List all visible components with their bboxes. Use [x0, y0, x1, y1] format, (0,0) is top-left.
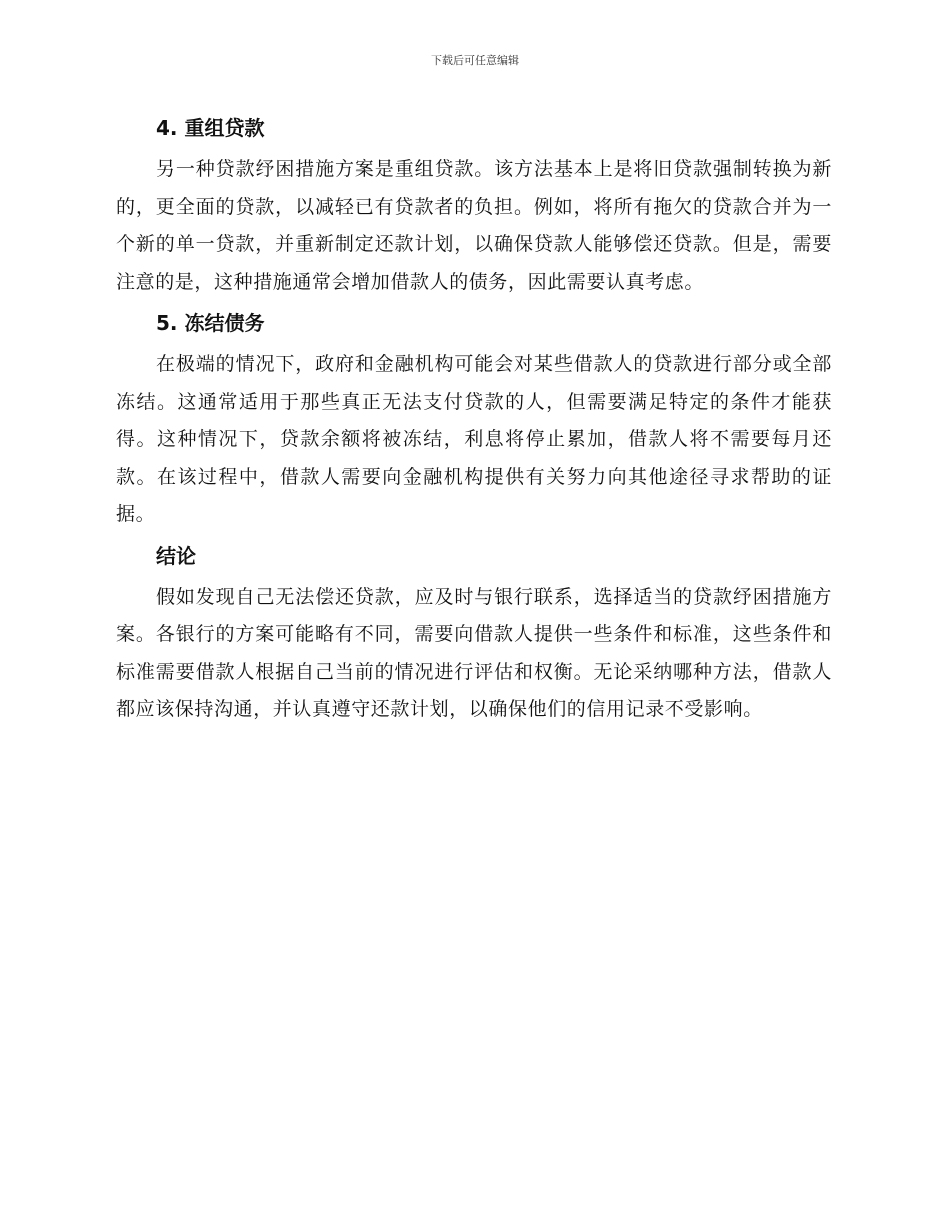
section-paragraph-freeze-debt: 在极端的情况下，政府和金融机构可能会对某些借款人的贷款进行部分或全部冻结。这通常适用于那些真正无法支付贷款的人，但需要满足特定的条件才能获得。这种情况下，贷款余额将被冻结，利息将停止累加，借款人将不需要每月还款。在该过程中，借款人需要向金融机构提供有关努力向其他途径寻求帮助的证据。 [116, 353, 832, 525]
section-paragraph-restructure-loan: 另一种贷款纾困措施方案是重组贷款。该方法基本上是将旧贷款强制转换为新的，更全面的贷款，以减轻已有贷款者的负担。例如，将所有拖欠的贷款合并为一个新的单一贷款，并重新制定还款计划，以确保贷款人能够偿还贷款。但是，需要注意的是，这种措施通常会增加借款人的债务，因此需要认真考虑。 [116, 158, 832, 293]
section-heading-conclusion: 结论 [156, 543, 196, 568]
section-paragraph-conclusion: 假如发现自己无法偿还贷款，应及时与银行联系，选择适当的贷款纾困措施方案。各银行的方案可能略有不同，需要向借款人提供一些条件和标准，这些条件和标准需要借款人根据自己当前的情况进行评估和权衡。无论采纳哪种方法，借款人都应该保持沟通，并认真遵守还款计划，以确保他们的信用记录不受影响。 [116, 585, 832, 720]
page-header: 下载后可任意编辑 [431, 54, 519, 67]
section-heading-restructure-loan: 4. 重组贷款 [156, 116, 265, 140]
document-body [116, 110, 832, 729]
section-heading-freeze-debt: 5. 冻结债务 [156, 311, 265, 335]
